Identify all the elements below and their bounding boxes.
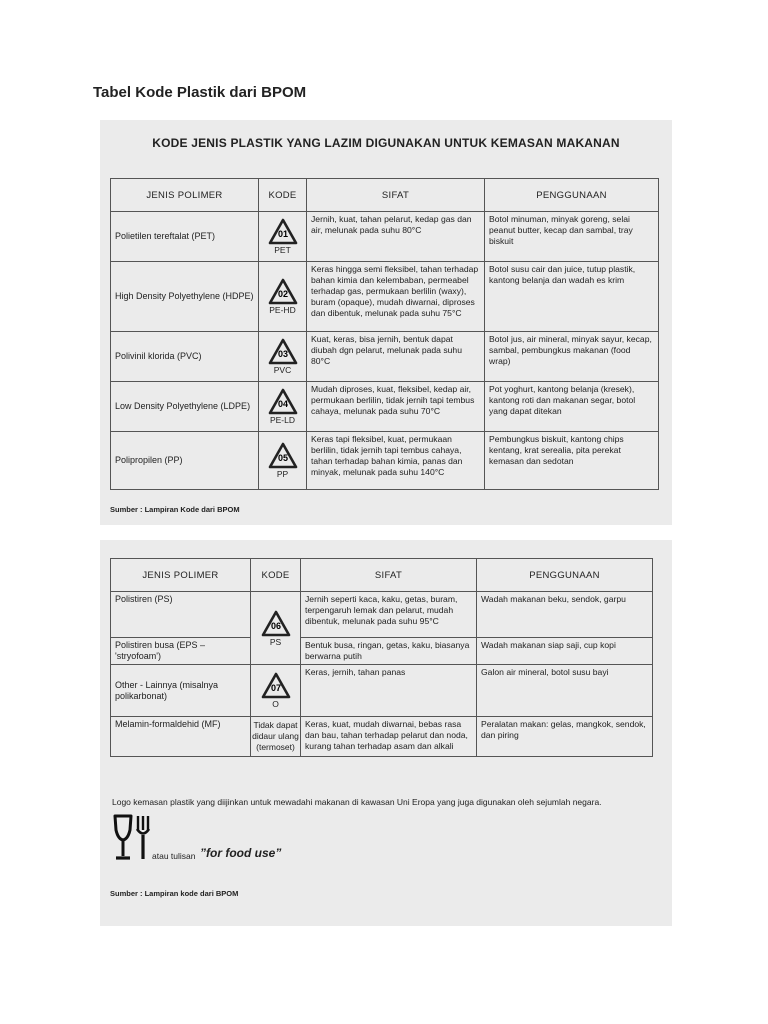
property-cell: Jernih, kuat, tahan pelarut, kedap gas dan air, melunak pada suhu 80°C xyxy=(307,212,485,262)
source-note: Sumber : Lampiran kode dari BPOM xyxy=(110,889,239,898)
polymer-name: Polistiren (PS) xyxy=(111,592,251,638)
resin-label: PVC xyxy=(273,365,292,375)
table-row xyxy=(111,382,659,432)
usage-cell: Botol jus, air mineral, minyak sayur, kecap, sambal, pembungkus makanan (food wrap) xyxy=(485,332,659,382)
table-row xyxy=(111,592,653,638)
food-use-prefix: atau tulisan xyxy=(152,851,196,861)
resin-code xyxy=(259,212,307,262)
header-code: KODE xyxy=(251,559,301,592)
property-cell: Bentuk busa, ringan, getas, kaku, biasanya berwarna putih xyxy=(301,638,477,665)
property-cell: Keras hingga semi fleksibel, tahan terhadap bahan kimia dan kelembaban, permeabel terhadap gas, permukaan berlilin (waxy), buram (opaque), mudah diwarnai, diproses dan dibentuk, melunak pada suhu 75°C xyxy=(307,262,485,332)
eu-logo-note: Logo kemasan plastik yang diijinkan untuk mewadahi makanan di kawasan Uni Eropa yang juga digunakan oleh sejumlah negara. xyxy=(112,797,602,807)
resin-number: 06 xyxy=(270,620,281,631)
usage-cell: Wadah makanan beku, sendok, garpu xyxy=(477,592,653,638)
recycle-triangle-icon xyxy=(261,610,291,637)
usage-cell: Peralatan makan: gelas, mangkok, sendok, dan piring xyxy=(477,717,653,757)
table-header-row xyxy=(111,179,659,212)
header-polymer: JENIS POLIMER xyxy=(111,559,251,592)
header-polymer: JENIS POLIMER xyxy=(111,179,259,212)
usage-cell: Botol minuman, minyak goreng, selai peanut butter, kecap dan sambal, tray biskuit xyxy=(485,212,659,262)
header-usage: PENGGUNAAN xyxy=(485,179,659,212)
resin-label: PET xyxy=(274,245,291,255)
polymer-name: Polipropilen (PP) xyxy=(111,432,259,490)
property-cell: Keras tapi fleksibel, kuat, permukaan berlilin, tidak jernih tapi tembus cahaya, tahan terhadap bahan kimia, panas dan minyak, melunak pada suhu 140°C xyxy=(307,432,485,490)
property-cell: Jernih seperti kaca, kaku, getas, buram, terpengaruh lemak dan pelarut, mudah dibentuk, melunak pada suhu 95°C xyxy=(301,592,477,638)
resin-code-note: Tidak dapat didaur ulang (termoset) xyxy=(251,717,301,757)
resin-code xyxy=(259,332,307,382)
recycle-triangle-icon xyxy=(268,442,298,469)
polymer-name: Low Density Polyethylene (LDPE) xyxy=(111,382,259,432)
property-cell: Keras, kuat, mudah diwarnai, bebas rasa dan bau, tahan terhadap pelarut dan noda, kurang tahan terhadap asam dan alkali xyxy=(301,717,477,757)
resin-code xyxy=(251,665,301,717)
resin-number: 03 xyxy=(277,349,288,359)
polymer-name: Polietilen tereftalat (PET) xyxy=(111,212,259,262)
header-property: SIFAT xyxy=(301,559,477,592)
table-row xyxy=(111,212,659,262)
polymer-name: Polivinil klorida (PVC) xyxy=(111,332,259,382)
table-row xyxy=(111,262,659,332)
table-row xyxy=(111,332,659,382)
polymer-name: Polistiren busa (EPS – 'stryofoam') xyxy=(111,638,251,665)
glass-fork-icon xyxy=(112,812,152,864)
plastic-code-table-1 xyxy=(110,178,659,490)
plastic-code-image-1 xyxy=(100,120,672,525)
resin-code xyxy=(259,432,307,490)
resin-label: PE-LD xyxy=(269,415,296,425)
resin-number: 02 xyxy=(277,289,288,299)
table-row xyxy=(111,638,653,665)
resin-code xyxy=(259,382,307,432)
table-row xyxy=(111,717,653,757)
resin-code xyxy=(251,592,301,665)
property-cell: Keras, jernih, tahan panas xyxy=(301,665,477,717)
usage-cell: Wadah makanan siap saji, cup kopi xyxy=(477,638,653,665)
resin-number: 04 xyxy=(277,399,288,409)
polymer-name: High Density Polyethylene (HDPE) xyxy=(111,262,259,332)
polymer-name: Melamin-formaldehid (MF) xyxy=(111,717,251,757)
usage-cell: Pot yoghurt, kantong belanja (kresek), kantong roti dan makanan segar, botol yang dapat ditekan xyxy=(485,382,659,432)
table-heading: KODE JENIS PLASTIK YANG LAZIM DIGUNAKAN UNTUK KEMASAN MAKANAN xyxy=(152,136,620,150)
header-code: KODE xyxy=(259,179,307,212)
recycle-triangle-icon xyxy=(261,672,291,699)
polymer-name: Other - Lainnya (misalnya polikarbonat) xyxy=(111,665,251,717)
resin-code xyxy=(259,262,307,332)
resin-number: 07 xyxy=(270,683,281,693)
usage-cell: Botol susu cair dan juice, tutup plastik, kantong belanja dan wadah es krim xyxy=(485,262,659,332)
table-row xyxy=(111,432,659,490)
food-use-text: ”for food use” xyxy=(200,846,282,860)
table-row xyxy=(111,665,653,717)
resin-label: PS xyxy=(269,636,282,647)
resin-label: PE-HD xyxy=(269,305,296,315)
usage-cell: Galon air mineral, botol susu bayi xyxy=(477,665,653,717)
resin-number: 05 xyxy=(277,453,288,463)
property-cell: Mudah diproses, kuat, fleksibel, kedap air, permukaan berlilin, tidak jernih tapi tembus cahaya, melunak pada suhu 70°C xyxy=(307,382,485,432)
resin-label: PP xyxy=(276,469,289,479)
usage-cell: Pembungkus biskuit, kantong chips kentang, krat serealia, pita perekat kemasan dan sedotan xyxy=(485,432,659,490)
resin-number: 01 xyxy=(277,229,288,239)
table-header-row xyxy=(111,559,653,592)
recycle-triangle-icon xyxy=(268,278,298,305)
resin-label: O xyxy=(272,699,279,709)
property-cell: Kuat, keras, bisa jernih, bentuk dapat diubah dgn pelarut, melunak pada suhu 80°C xyxy=(307,332,485,382)
recycle-triangle-icon xyxy=(268,388,298,415)
header-usage: PENGGUNAAN xyxy=(477,559,653,592)
recycle-triangle-icon xyxy=(268,338,298,365)
header-property: SIFAT xyxy=(307,179,485,212)
source-note: Sumber : Lampiran Kode dari BPOM xyxy=(110,505,240,514)
plastic-code-table-2 xyxy=(110,558,653,757)
page-title: Tabel Kode Plastik dari BPOM xyxy=(93,84,307,101)
plastic-code-image-2 xyxy=(100,540,672,926)
recycle-triangle-icon xyxy=(268,218,298,245)
